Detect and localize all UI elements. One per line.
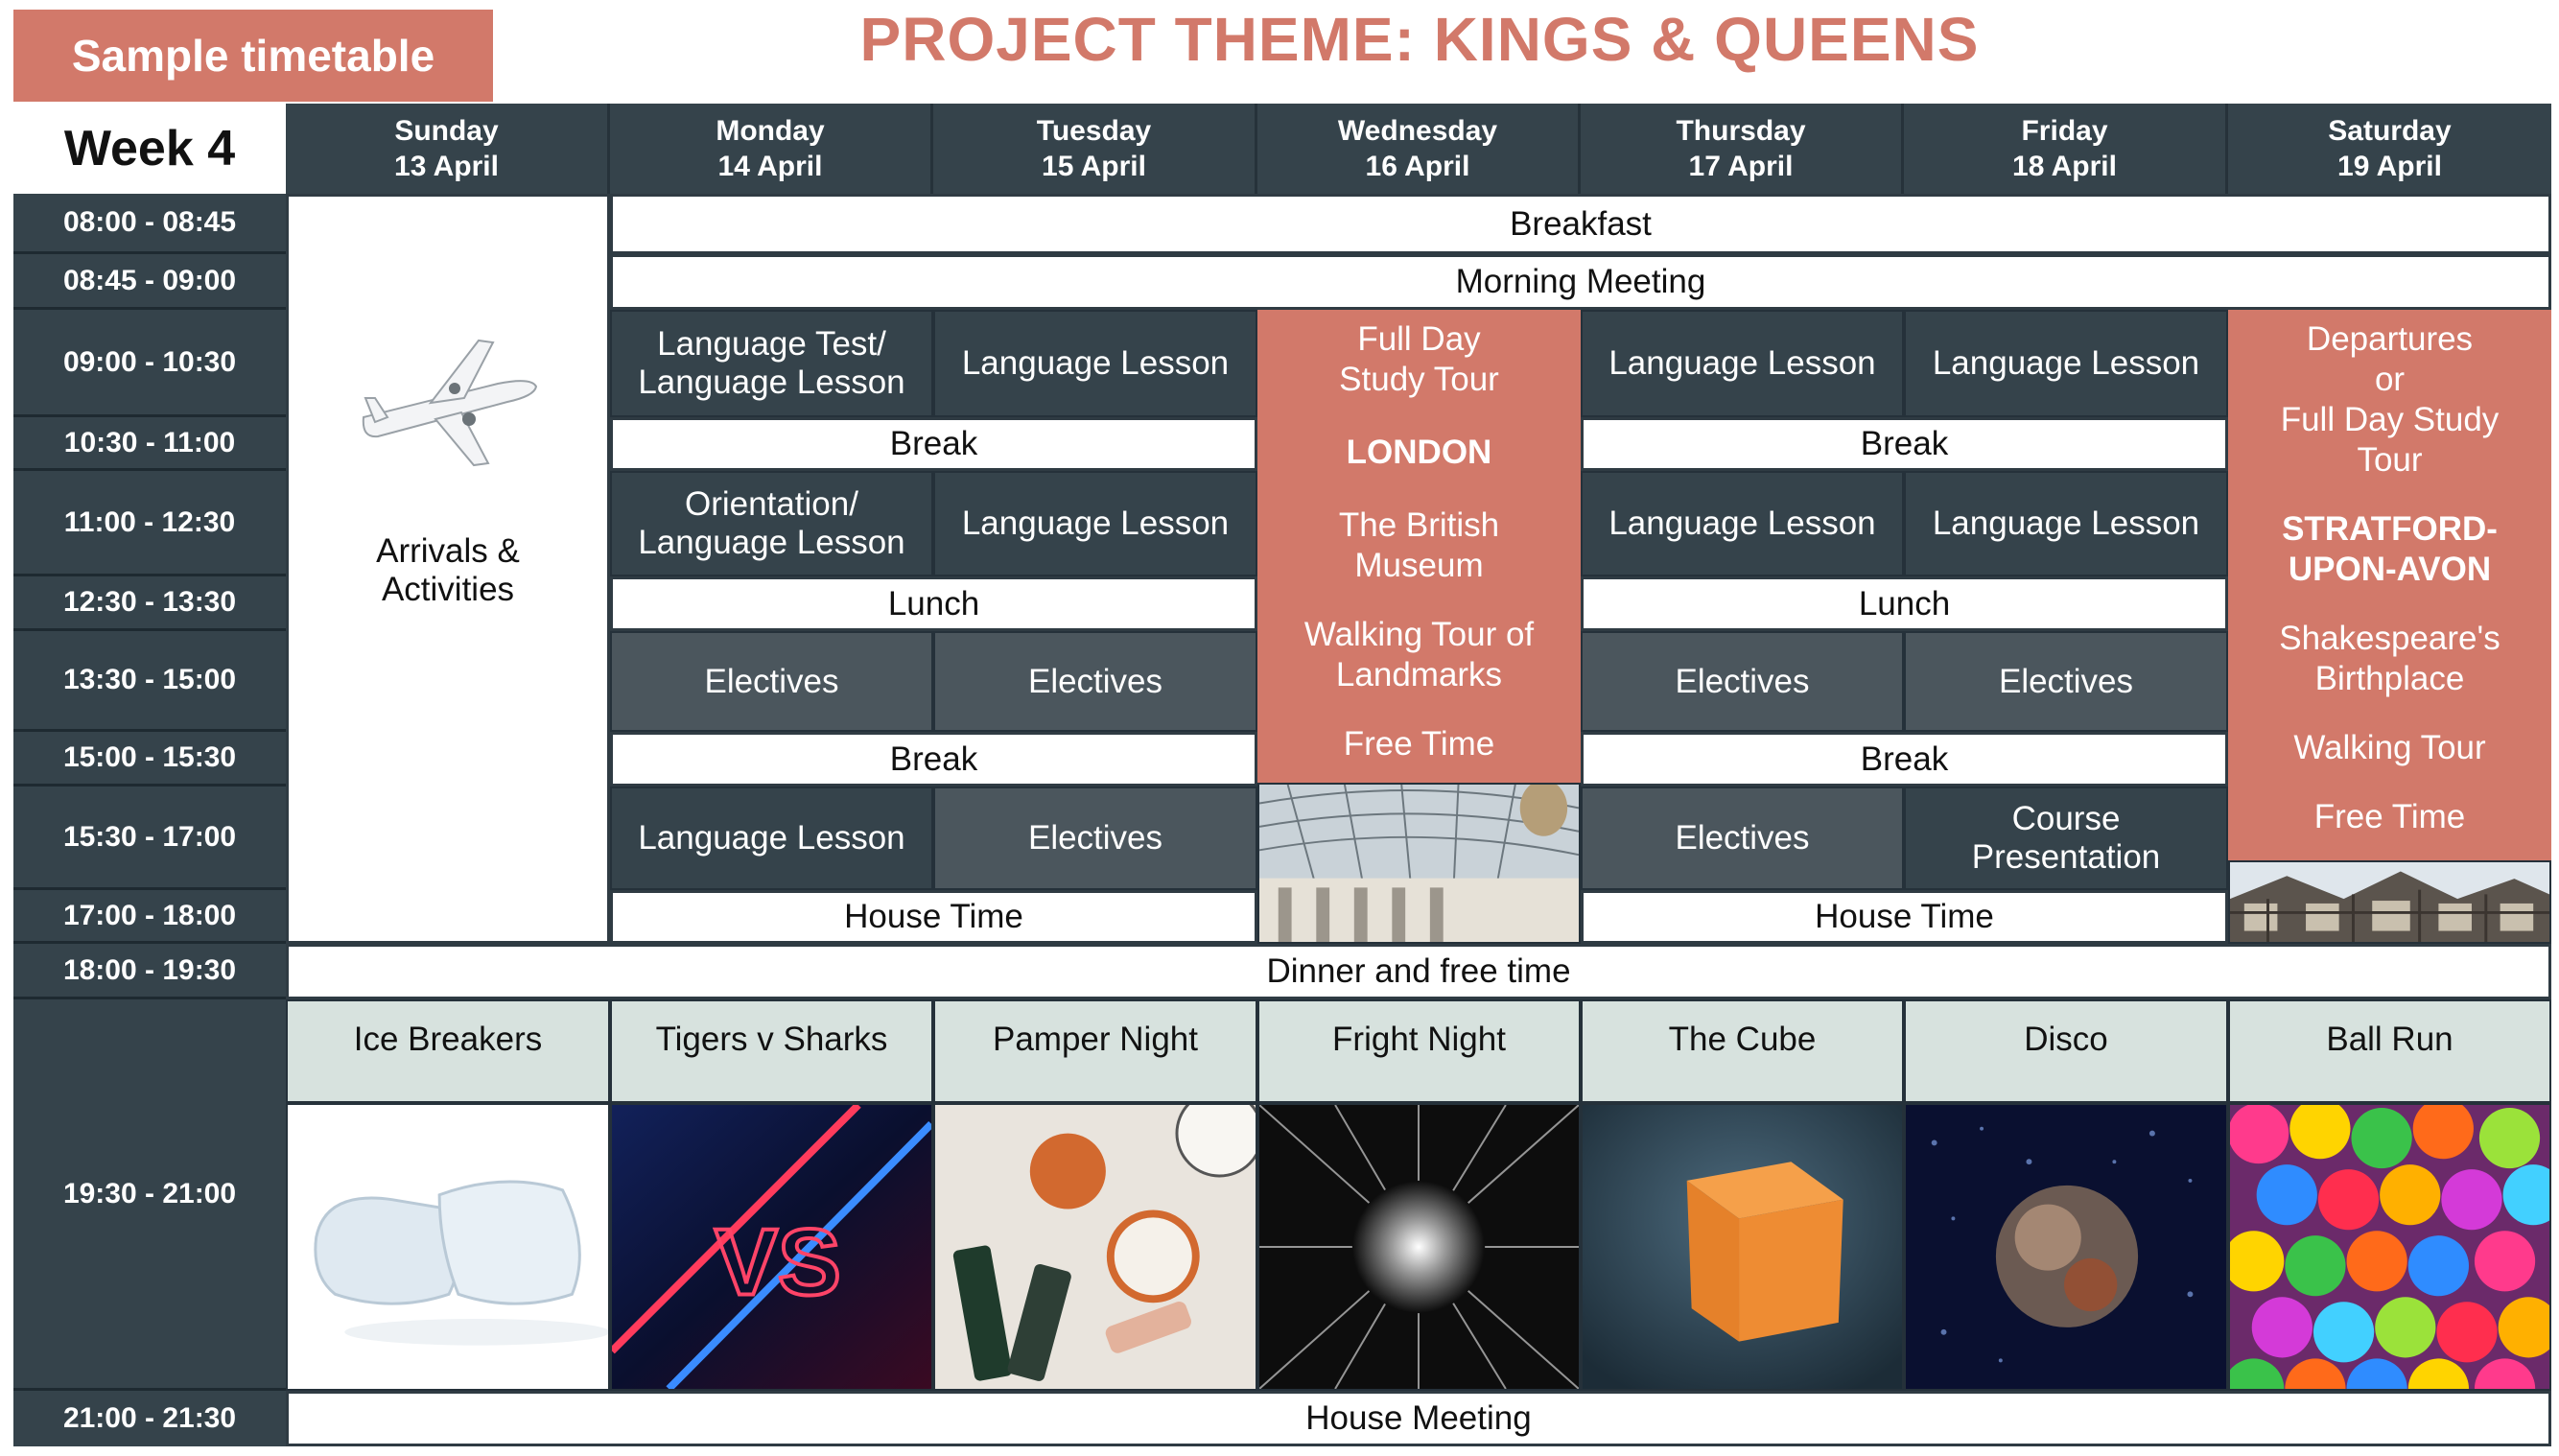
activity-cell: Language Lesson xyxy=(933,471,1257,576)
the-cube-image xyxy=(1581,1103,1904,1391)
electives-cell: Electives xyxy=(1904,631,2228,732)
breakfast-cell: Breakfast xyxy=(610,194,2551,254)
activity-cell: Language Lesson xyxy=(1581,310,1904,417)
break-cell: Break xyxy=(610,732,1257,787)
time-slot: 17:00 - 18:00 xyxy=(13,890,286,944)
day-header-tuesday: Tuesday 15 April xyxy=(933,104,1257,194)
electives-cell: Electives xyxy=(933,787,1257,890)
evening-activity-label: Ice Breakers xyxy=(286,999,610,1103)
time-slot: 21:00 - 21:30 xyxy=(13,1391,286,1446)
evening-activity-label: Tigers v Sharks xyxy=(610,999,933,1103)
sunday-arrivals-cell xyxy=(286,194,610,944)
electives-cell: Electives xyxy=(933,631,1257,732)
activity-cell: Language Lesson xyxy=(1904,310,2228,417)
time-slot: 18:00 - 19:30 xyxy=(13,944,286,999)
activity-cell: Language Test/ Language Lesson xyxy=(610,310,933,417)
disco-image xyxy=(1904,1103,2228,1391)
time-slot: 08:45 - 09:00 xyxy=(13,254,286,310)
wednesday-london-tour: Full Day Study Tour LONDON The British Museum Walking Tour of Landmarks Free Time xyxy=(1257,310,1581,783)
ice-cubes-image xyxy=(286,1103,610,1391)
time-slot: 09:00 - 10:30 xyxy=(13,310,286,417)
house-time-cell: House Time xyxy=(1581,890,2228,944)
week-label: Week 4 xyxy=(63,121,236,176)
evening-activity-label: Pamper Night xyxy=(933,999,1257,1103)
lunch-cell: Lunch xyxy=(610,576,1257,631)
arrivals-activities-label: Arrivals & Activities xyxy=(376,531,520,608)
disco-ball-image xyxy=(1257,1103,1581,1391)
tigers-v-sharks-image xyxy=(610,1103,933,1391)
activity-cell: Language Lesson xyxy=(933,310,1257,417)
shakespeare-birthplace-photo xyxy=(2228,860,2551,944)
electives-cell: Electives xyxy=(1581,787,1904,890)
day-header-monday: Monday 14 April xyxy=(610,104,933,194)
course-presentation-cell: Course Presentation xyxy=(1904,787,2228,890)
time-slot: 15:00 - 15:30 xyxy=(13,732,286,787)
activity-cell: Language Lesson xyxy=(1581,471,1904,576)
electives-cell: Electives xyxy=(1581,631,1904,732)
activity-cell: Language Lesson xyxy=(1904,471,2228,576)
saturday-stratford-tour: Departures or Full Day Study Tour STRATFORD- UPON-AVON Shakespeare's Birthplace Walking Tour Free Time xyxy=(2228,310,2551,860)
morning-meeting-cell: Morning Meeting xyxy=(610,254,2551,310)
break-cell: Break xyxy=(610,417,1257,471)
day-header-thursday: Thursday 17 April xyxy=(1581,104,1904,194)
break-cell: Break xyxy=(1581,417,2228,471)
day-header-friday: Friday 18 April xyxy=(1904,104,2228,194)
pamper-night-image xyxy=(933,1103,1257,1391)
activity-cell: Orientation/ Language Lesson xyxy=(610,471,933,576)
dinner-cell: Dinner and free time xyxy=(286,944,2551,999)
evening-activity-label: Fright Night xyxy=(1257,999,1581,1103)
time-slot: 13:30 - 15:00 xyxy=(13,631,286,732)
british-museum-photo xyxy=(1257,783,1581,944)
sample-timetable-badge: Sample timetable xyxy=(13,10,493,102)
electives-cell: Electives xyxy=(610,631,933,732)
ball-run-image xyxy=(2228,1103,2551,1391)
break-cell: Break xyxy=(1581,732,2228,787)
time-slot: 10:30 - 11:00 xyxy=(13,417,286,471)
day-header-saturday: Saturday 19 April xyxy=(2228,104,2551,194)
lunch-cell: Lunch xyxy=(1581,576,2228,631)
evening-activity-label: Ball Run xyxy=(2228,999,2551,1103)
day-header-wednesday: Wednesday 16 April xyxy=(1257,104,1581,194)
activity-cell: Language Lesson xyxy=(610,787,933,890)
time-slot: 08:00 - 08:45 xyxy=(13,194,286,254)
time-slot: 12:30 - 13:30 xyxy=(13,576,286,631)
time-slot: 19:30 - 21:00 xyxy=(13,999,286,1391)
time-slot: 15:30 - 17:00 xyxy=(13,787,286,890)
house-time-cell: House Time xyxy=(610,890,1257,944)
svg-text:VS: VS xyxy=(715,1209,841,1315)
time-slot: 11:00 - 12:30 xyxy=(13,471,286,576)
day-header-sunday: Sunday 13 April xyxy=(286,104,610,194)
evening-activity-label: The Cube xyxy=(1581,999,1904,1103)
house-meeting-cell: House Meeting xyxy=(286,1391,2551,1446)
airplane-icon xyxy=(354,331,546,475)
project-title: PROJECT THEME: KINGS & QUEENS xyxy=(859,5,1980,74)
evening-activity-label: Disco xyxy=(1904,999,2228,1103)
